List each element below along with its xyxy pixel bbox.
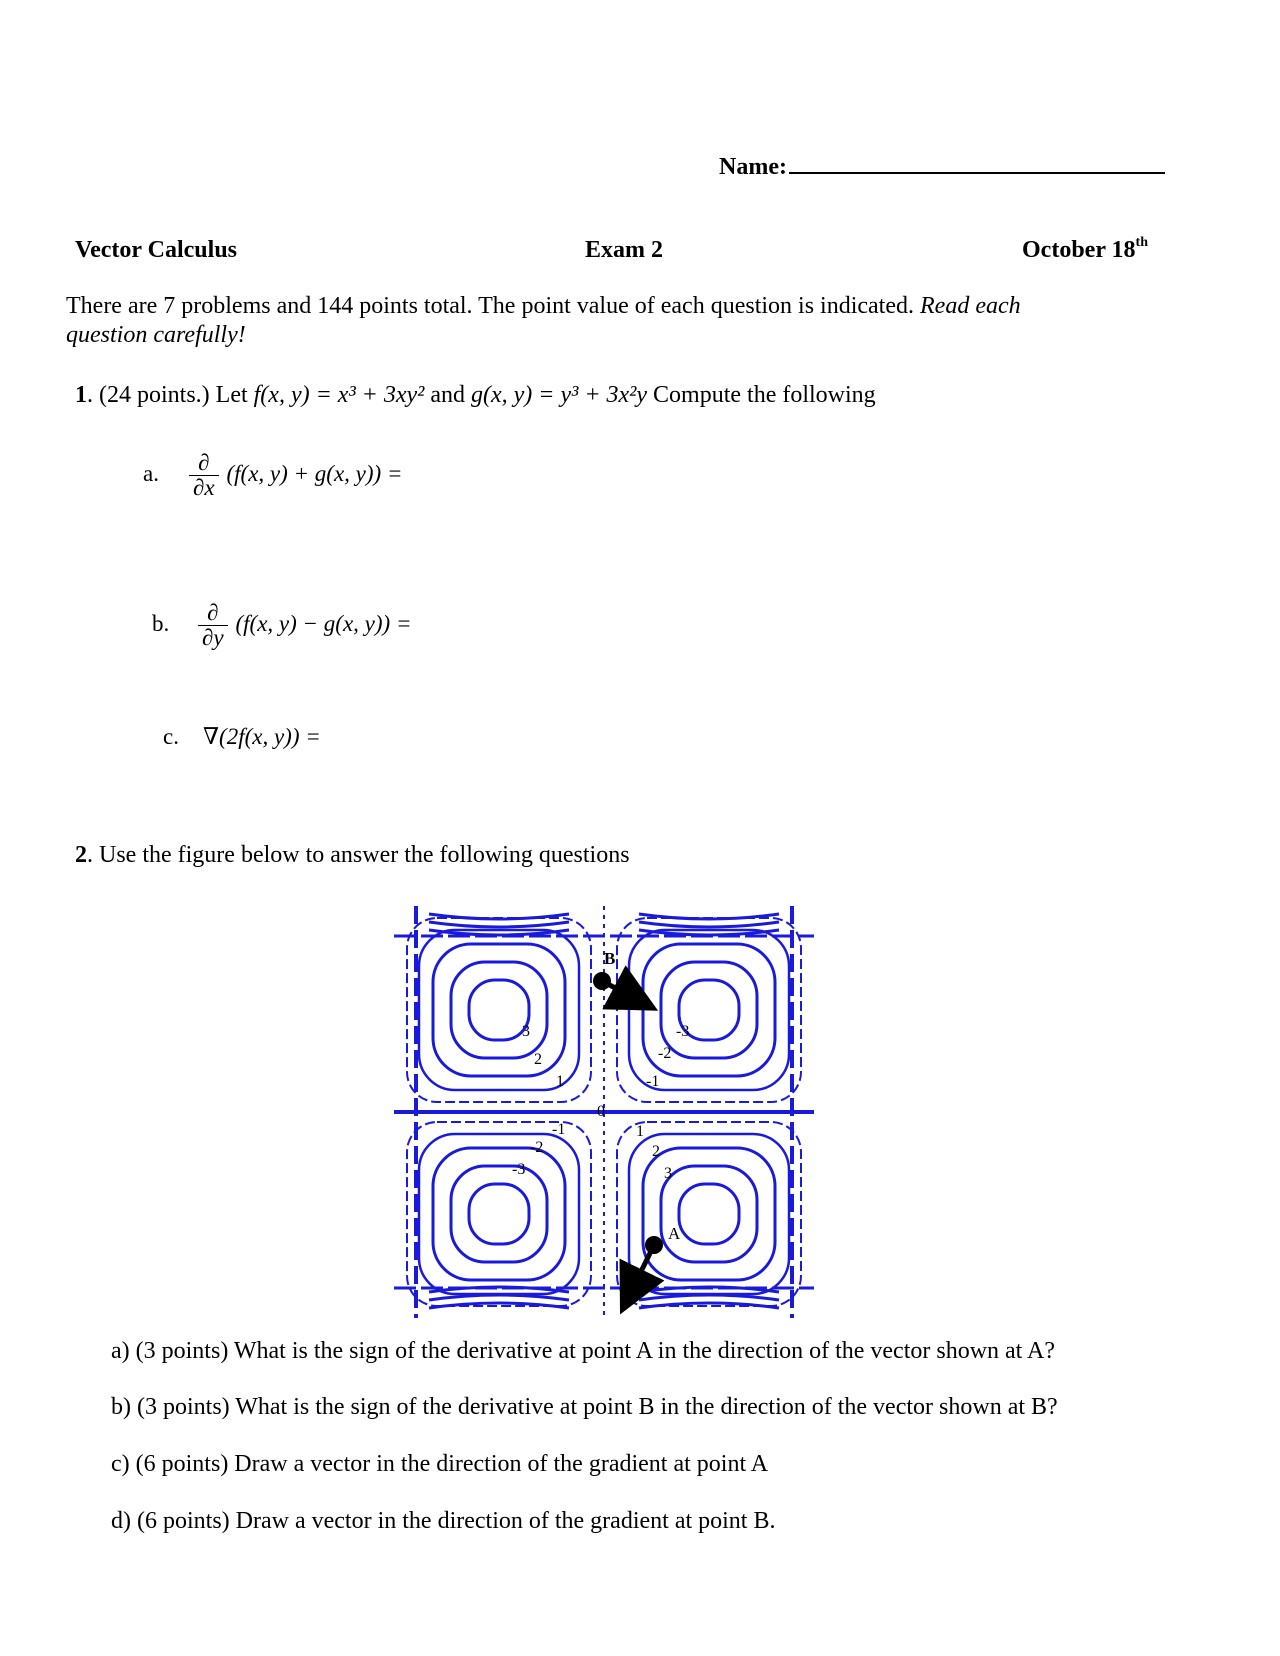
name-label: Name: — [719, 154, 787, 180]
problem-1a-derivative — [189, 452, 219, 499]
problem-2d-question: d) (6 points) Draw a vector in the direction of the gradient at point B. — [111, 1508, 776, 1534]
contour-label: 0 — [597, 1103, 605, 1120]
exam-date-text: October 18 — [1022, 237, 1136, 263]
contour-label: 1 — [636, 1123, 644, 1140]
contour-label: 3 — [522, 1023, 530, 1040]
problem-1b-expr: (f(x, y) − g(x, y)) = — [235, 610, 412, 636]
contour-ring — [451, 1166, 547, 1262]
contour-ring — [661, 1166, 757, 1262]
contour-ring — [419, 930, 579, 1090]
name-blank-line[interactable] — [789, 150, 1165, 174]
exam-date-suffix: th — [1135, 235, 1148, 250]
contour-label: -2 — [658, 1045, 672, 1062]
problem-1-g-def: g(x, y) = y³ + 3x²y — [471, 382, 648, 408]
contour-edge-arc — [639, 1295, 779, 1300]
contour-ring — [469, 980, 529, 1040]
contour-ring — [629, 930, 789, 1090]
problem-2c-question: c) (6 points) Draw a vector in the direction of the gradient at point A — [111, 1451, 769, 1477]
problem-1-statement — [75, 382, 876, 409]
problem-1b-den: ∂y — [201, 625, 224, 650]
contour-label: -3 — [676, 1023, 690, 1040]
contour-ring — [433, 944, 565, 1076]
contour-label: -1 — [552, 1121, 566, 1138]
problem-1c — [163, 724, 321, 750]
problem-1a-label: a. — [143, 460, 159, 486]
problem-2-lead: . Use the figure below to answer the following questions — [87, 842, 630, 868]
contour-ring — [643, 1148, 775, 1280]
contour-ring — [419, 1134, 579, 1294]
point-b-label: B — [604, 949, 616, 968]
name-field[interactable] — [719, 150, 1165, 181]
contour-label: 2 — [652, 1143, 660, 1160]
contour-edge-arc — [429, 1295, 569, 1300]
contour-ring — [469, 1184, 529, 1244]
exam-title: Exam 2 — [585, 237, 663, 263]
problem-1-number: 1 — [75, 382, 87, 408]
problem-2b-question: b) (3 points) What is the sign of the derivative at point B in the direction of the vector shown at B? — [111, 1394, 1058, 1420]
problem-2a-question: a) (3 points) What is the sign of the derivative at point A in the direction of the vector shown at A? — [111, 1338, 1056, 1364]
contour-label: 3 — [664, 1165, 672, 1182]
point-b-vector-arrow — [602, 981, 636, 999]
contour-plot-figure — [394, 906, 814, 1318]
contour-edge-arc — [639, 914, 779, 919]
contour-ring — [407, 1122, 591, 1306]
problem-1-and: and — [424, 382, 471, 408]
intro-emphasis-1: Read each — [920, 293, 1021, 319]
contour-ring — [679, 1184, 739, 1244]
problem-1a-num: ∂ — [198, 450, 210, 475]
contour-edge-arc — [639, 1303, 779, 1308]
intro-text: There are 7 problems and 144 points total. The point value of each question is indicated. — [66, 293, 914, 319]
problem-2-number: 2 — [75, 842, 87, 868]
contour-ring — [617, 1122, 801, 1306]
contour-ring — [433, 1148, 565, 1280]
problem-1c-label: c. — [163, 724, 179, 749]
exam-date — [1022, 237, 1148, 264]
problem-1-tail: Compute the following — [647, 382, 876, 408]
problem-1-lead: . (24 points.) Let — [87, 382, 254, 408]
contour-label: -3 — [512, 1161, 526, 1178]
problem-2-statement — [75, 842, 630, 869]
problem-1-f-def: f(x, y) = x³ + 3xy² — [253, 382, 425, 408]
contour-label: 2 — [534, 1051, 542, 1068]
problem-1a — [143, 452, 402, 499]
intro-line-1 — [66, 293, 1021, 320]
contour-ring — [451, 962, 547, 1058]
problem-1b-label: b. — [152, 610, 170, 636]
intro-emphasis-2: question carefully! — [66, 322, 246, 348]
contour-ring — [617, 918, 801, 1102]
contour-ring — [661, 962, 757, 1058]
problem-1b-derivative — [198, 602, 228, 649]
problem-1a-expr: (f(x, y) + g(x, y)) = — [226, 460, 403, 486]
contour-edge-arc — [429, 1303, 569, 1308]
course-title: Vector Calculus — [75, 237, 237, 263]
problem-1a-den: ∂x — [192, 475, 215, 500]
problem-1c-expr: ∇(2f(x, y)) = — [203, 724, 321, 749]
point-a-label: A — [668, 1224, 681, 1243]
contour-edge-arc — [429, 914, 569, 919]
problem-1b-num: ∂ — [207, 600, 219, 625]
contour-label: 1 — [556, 1073, 564, 1090]
contour-edge-arc — [429, 922, 569, 927]
problem-1b — [152, 602, 411, 649]
contour-label: -1 — [646, 1073, 660, 1090]
contour-label: -2 — [530, 1139, 544, 1156]
contour-edge-arc — [639, 922, 779, 927]
